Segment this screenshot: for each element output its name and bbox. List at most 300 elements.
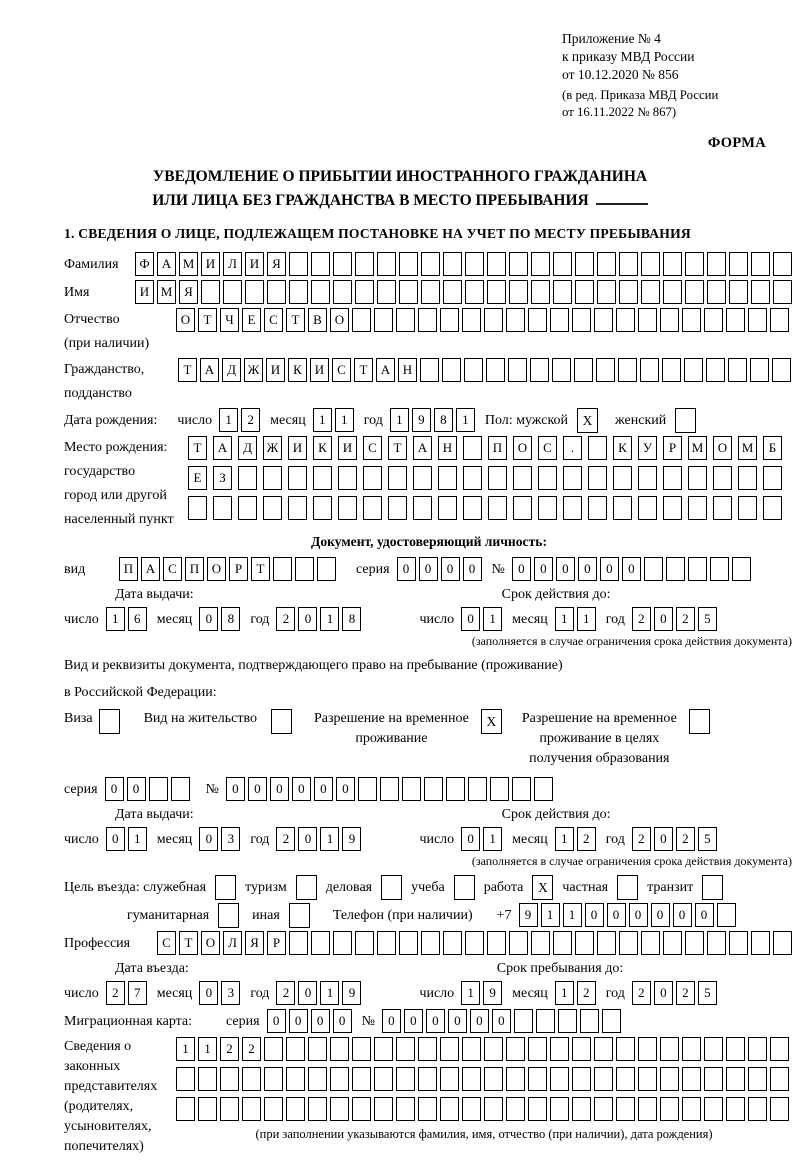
char-cell[interactable] — [588, 436, 607, 460]
char-cell[interactable]: 5 — [698, 607, 717, 631]
char-cell[interactable]: 0 — [289, 1009, 308, 1033]
char-cell[interactable]: 1 — [456, 408, 475, 432]
purpose-tourism-checkbox[interactable] — [296, 875, 317, 900]
char-cell[interactable] — [440, 1067, 459, 1091]
char-cell[interactable] — [597, 280, 616, 304]
char-cell[interactable]: К — [313, 436, 332, 460]
char-cell[interactable] — [572, 1037, 591, 1061]
char-cell[interactable] — [377, 280, 396, 304]
char-cell[interactable] — [352, 1097, 371, 1121]
purpose-humanitarian-checkbox[interactable] — [218, 903, 239, 928]
char-cell[interactable] — [484, 1067, 503, 1091]
char-cell[interactable] — [421, 252, 440, 276]
char-cell[interactable]: 1 — [541, 903, 560, 927]
char-cell[interactable] — [402, 777, 421, 801]
char-cell[interactable]: 0 — [673, 903, 692, 927]
residence-permit-checkbox[interactable] — [271, 709, 292, 734]
char-cell[interactable] — [374, 1037, 393, 1061]
char-cell[interactable]: Я — [267, 252, 286, 276]
char-cell[interactable]: 1 — [313, 408, 332, 432]
visa-checkbox[interactable] — [99, 709, 120, 734]
char-cell[interactable]: 7 — [128, 981, 147, 1005]
char-cell[interactable] — [509, 280, 528, 304]
char-cell[interactable]: 0 — [651, 903, 670, 927]
char-cell[interactable] — [729, 252, 748, 276]
char-cell[interactable]: 0 — [127, 777, 146, 801]
char-cell[interactable] — [597, 931, 616, 955]
char-cell[interactable] — [641, 280, 660, 304]
char-cell[interactable]: И — [338, 436, 357, 460]
char-cell[interactable] — [638, 1037, 657, 1061]
char-cell[interactable] — [446, 777, 465, 801]
char-cell[interactable]: И — [245, 252, 264, 276]
char-cell[interactable] — [463, 496, 482, 520]
char-cell[interactable] — [528, 1097, 547, 1121]
char-cell[interactable]: Ж — [263, 436, 282, 460]
char-cell[interactable] — [396, 1067, 415, 1091]
char-cell[interactable] — [726, 1097, 745, 1121]
char-cell[interactable] — [616, 1067, 635, 1091]
char-cell[interactable]: . — [563, 436, 582, 460]
char-cell[interactable] — [713, 496, 732, 520]
char-cell[interactable] — [770, 308, 789, 332]
char-cell[interactable] — [512, 777, 531, 801]
char-cell[interactable] — [358, 777, 377, 801]
char-cell[interactable]: 0 — [426, 1009, 445, 1033]
char-cell[interactable] — [286, 1037, 305, 1061]
char-cell[interactable] — [484, 1097, 503, 1121]
char-cell[interactable] — [770, 1067, 789, 1091]
char-cell[interactable] — [575, 252, 594, 276]
char-cell[interactable] — [484, 1037, 503, 1061]
char-cell[interactable] — [558, 1009, 577, 1033]
char-cell[interactable] — [424, 777, 443, 801]
char-cell[interactable] — [596, 358, 615, 382]
char-cell[interactable]: 0 — [106, 827, 125, 851]
char-cell[interactable] — [619, 280, 638, 304]
char-cell[interactable] — [465, 931, 484, 955]
char-cell[interactable] — [213, 496, 232, 520]
char-cell[interactable] — [663, 252, 682, 276]
char-cell[interactable] — [388, 466, 407, 490]
char-cell[interactable]: 9 — [342, 981, 361, 1005]
char-cell[interactable] — [295, 557, 314, 581]
char-cell[interactable]: Ч — [220, 308, 239, 332]
char-cell[interactable]: О — [201, 931, 220, 955]
char-cell[interactable]: 2 — [632, 827, 651, 851]
char-cell[interactable] — [313, 466, 332, 490]
char-cell[interactable] — [663, 931, 682, 955]
char-cell[interactable] — [438, 496, 457, 520]
char-cell[interactable] — [223, 280, 242, 304]
char-cell[interactable] — [538, 466, 557, 490]
char-cell[interactable] — [729, 280, 748, 304]
char-cell[interactable] — [748, 1037, 767, 1061]
char-cell[interactable] — [641, 252, 660, 276]
char-cell[interactable]: 8 — [434, 408, 453, 432]
char-cell[interactable] — [463, 466, 482, 490]
char-cell[interactable] — [597, 252, 616, 276]
char-cell[interactable] — [528, 1037, 547, 1061]
char-cell[interactable]: 2 — [676, 827, 695, 851]
char-cell[interactable] — [550, 308, 569, 332]
char-cell[interactable]: М — [688, 436, 707, 460]
char-cell[interactable]: 2 — [106, 981, 125, 1005]
char-cell[interactable] — [638, 496, 657, 520]
char-cell[interactable]: 6 — [128, 607, 147, 631]
char-cell[interactable] — [333, 280, 352, 304]
char-cell[interactable] — [188, 496, 207, 520]
char-cell[interactable] — [288, 466, 307, 490]
char-cell[interactable] — [682, 1037, 701, 1061]
char-cell[interactable]: 0 — [248, 777, 267, 801]
char-cell[interactable]: Ж — [244, 358, 263, 382]
char-cell[interactable] — [594, 308, 613, 332]
char-cell[interactable] — [619, 252, 638, 276]
char-cell[interactable] — [355, 931, 374, 955]
char-cell[interactable] — [220, 1067, 239, 1091]
char-cell[interactable] — [289, 252, 308, 276]
char-cell[interactable] — [638, 1067, 657, 1091]
char-cell[interactable]: 0 — [267, 1009, 286, 1033]
char-cell[interactable]: С — [332, 358, 351, 382]
char-cell[interactable]: 0 — [600, 557, 619, 581]
char-cell[interactable] — [330, 1067, 349, 1091]
char-cell[interactable] — [330, 1097, 349, 1121]
char-cell[interactable] — [396, 1037, 415, 1061]
char-cell[interactable] — [352, 308, 371, 332]
char-cell[interactable] — [572, 308, 591, 332]
char-cell[interactable] — [484, 308, 503, 332]
char-cell[interactable] — [273, 557, 292, 581]
char-cell[interactable]: Т — [388, 436, 407, 460]
char-cell[interactable] — [640, 358, 659, 382]
char-cell[interactable] — [399, 252, 418, 276]
char-cell[interactable]: 0 — [298, 981, 317, 1005]
char-cell[interactable] — [685, 931, 704, 955]
char-cell[interactable]: 1 — [483, 827, 502, 851]
char-cell[interactable] — [594, 1037, 613, 1061]
purpose-official-checkbox[interactable] — [215, 875, 236, 900]
char-cell[interactable] — [399, 280, 418, 304]
char-cell[interactable]: 0 — [199, 607, 218, 631]
char-cell[interactable] — [355, 252, 374, 276]
char-cell[interactable] — [238, 496, 257, 520]
char-cell[interactable] — [707, 931, 726, 955]
char-cell[interactable] — [513, 466, 532, 490]
char-cell[interactable] — [773, 252, 792, 276]
char-cell[interactable]: 0 — [298, 827, 317, 851]
char-cell[interactable]: И — [310, 358, 329, 382]
char-cell[interactable] — [704, 1097, 723, 1121]
char-cell[interactable] — [550, 1067, 569, 1091]
char-cell[interactable] — [355, 280, 374, 304]
char-cell[interactable] — [374, 308, 393, 332]
char-cell[interactable] — [707, 252, 726, 276]
char-cell[interactable] — [538, 496, 557, 520]
char-cell[interactable] — [421, 931, 440, 955]
char-cell[interactable]: 8 — [342, 607, 361, 631]
char-cell[interactable]: Я — [245, 931, 264, 955]
char-cell[interactable]: 0 — [311, 1009, 330, 1033]
char-cell[interactable] — [550, 1037, 569, 1061]
char-cell[interactable] — [443, 280, 462, 304]
char-cell[interactable]: 0 — [585, 903, 604, 927]
char-cell[interactable] — [660, 1097, 679, 1121]
char-cell[interactable]: 0 — [463, 557, 482, 581]
char-cell[interactable]: 0 — [382, 1009, 401, 1033]
char-cell[interactable] — [726, 308, 745, 332]
char-cell[interactable] — [563, 466, 582, 490]
char-cell[interactable] — [352, 1067, 371, 1091]
char-cell[interactable]: 2 — [676, 607, 695, 631]
char-cell[interactable] — [264, 1067, 283, 1091]
char-cell[interactable] — [514, 1009, 533, 1033]
char-cell[interactable]: 0 — [654, 607, 673, 631]
char-cell[interactable] — [688, 466, 707, 490]
char-cell[interactable] — [374, 1067, 393, 1091]
char-cell[interactable]: Л — [223, 931, 242, 955]
char-cell[interactable] — [380, 777, 399, 801]
char-cell[interactable] — [713, 466, 732, 490]
char-cell[interactable]: 0 — [199, 981, 218, 1005]
char-cell[interactable] — [616, 308, 635, 332]
char-cell[interactable] — [531, 931, 550, 955]
char-cell[interactable]: А — [141, 557, 160, 581]
char-cell[interactable]: 1 — [128, 827, 147, 851]
char-cell[interactable] — [594, 1067, 613, 1091]
char-cell[interactable] — [363, 496, 382, 520]
char-cell[interactable] — [534, 777, 553, 801]
char-cell[interactable] — [750, 358, 769, 382]
char-cell[interactable]: 5 — [698, 827, 717, 851]
char-cell[interactable] — [726, 1037, 745, 1061]
char-cell[interactable]: А — [413, 436, 432, 460]
char-cell[interactable]: 0 — [419, 557, 438, 581]
char-cell[interactable] — [289, 931, 308, 955]
char-cell[interactable] — [682, 308, 701, 332]
char-cell[interactable] — [201, 280, 220, 304]
char-cell[interactable] — [644, 557, 663, 581]
char-cell[interactable]: 0 — [336, 777, 355, 801]
char-cell[interactable] — [463, 436, 482, 460]
char-cell[interactable]: 0 — [534, 557, 553, 581]
char-cell[interactable] — [418, 308, 437, 332]
char-cell[interactable]: 0 — [607, 903, 626, 927]
char-cell[interactable] — [575, 931, 594, 955]
char-cell[interactable] — [487, 931, 506, 955]
char-cell[interactable] — [528, 1067, 547, 1091]
char-cell[interactable] — [443, 252, 462, 276]
char-cell[interactable]: 1 — [176, 1037, 195, 1061]
char-cell[interactable] — [763, 496, 782, 520]
char-cell[interactable] — [438, 466, 457, 490]
char-cell[interactable] — [288, 496, 307, 520]
char-cell[interactable] — [242, 1097, 261, 1121]
char-cell[interactable] — [267, 280, 286, 304]
purpose-business-checkbox[interactable] — [381, 875, 402, 900]
char-cell[interactable]: О — [513, 436, 532, 460]
char-cell[interactable] — [613, 466, 632, 490]
char-cell[interactable]: 2 — [220, 1037, 239, 1061]
char-cell[interactable] — [530, 358, 549, 382]
char-cell[interactable] — [588, 496, 607, 520]
char-cell[interactable] — [728, 358, 747, 382]
char-cell[interactable] — [602, 1009, 621, 1033]
char-cell[interactable] — [751, 280, 770, 304]
char-cell[interactable] — [462, 1067, 481, 1091]
char-cell[interactable] — [220, 1097, 239, 1121]
char-cell[interactable]: Я — [179, 280, 198, 304]
char-cell[interactable]: В — [308, 308, 327, 332]
char-cell[interactable] — [616, 1097, 635, 1121]
char-cell[interactable] — [487, 280, 506, 304]
char-cell[interactable] — [773, 931, 792, 955]
char-cell[interactable]: Е — [242, 308, 261, 332]
char-cell[interactable]: 1 — [106, 607, 125, 631]
char-cell[interactable]: Т — [198, 308, 217, 332]
char-cell[interactable] — [418, 1037, 437, 1061]
char-cell[interactable] — [377, 252, 396, 276]
char-cell[interactable] — [488, 466, 507, 490]
char-cell[interactable] — [176, 1067, 195, 1091]
char-cell[interactable] — [506, 1097, 525, 1121]
char-cell[interactable]: 1 — [555, 607, 574, 631]
char-cell[interactable] — [580, 1009, 599, 1033]
char-cell[interactable] — [748, 1097, 767, 1121]
char-cell[interactable]: 0 — [622, 557, 641, 581]
char-cell[interactable] — [707, 280, 726, 304]
char-cell[interactable] — [662, 358, 681, 382]
purpose-work-checkbox[interactable]: X — [532, 875, 553, 900]
char-cell[interactable] — [531, 280, 550, 304]
char-cell[interactable]: О — [207, 557, 226, 581]
char-cell[interactable]: Р — [267, 931, 286, 955]
char-cell[interactable]: 3 — [221, 827, 240, 851]
char-cell[interactable] — [660, 1067, 679, 1091]
char-cell[interactable] — [420, 358, 439, 382]
char-cell[interactable]: 0 — [654, 981, 673, 1005]
char-cell[interactable]: 0 — [470, 1009, 489, 1033]
char-cell[interactable]: И — [266, 358, 285, 382]
char-cell[interactable]: Д — [238, 436, 257, 460]
char-cell[interactable]: О — [176, 308, 195, 332]
char-cell[interactable] — [374, 1097, 393, 1121]
char-cell[interactable] — [442, 358, 461, 382]
male-checkbox[interactable]: X — [577, 408, 598, 433]
char-cell[interactable] — [717, 903, 736, 927]
char-cell[interactable]: 0 — [654, 827, 673, 851]
char-cell[interactable] — [588, 466, 607, 490]
char-cell[interactable] — [149, 777, 168, 801]
char-cell[interactable] — [377, 931, 396, 955]
char-cell[interactable] — [572, 1067, 591, 1091]
char-cell[interactable]: А — [157, 252, 176, 276]
char-cell[interactable]: 1 — [555, 981, 574, 1005]
char-cell[interactable] — [286, 1097, 305, 1121]
char-cell[interactable] — [748, 1067, 767, 1091]
char-cell[interactable] — [286, 1067, 305, 1091]
char-cell[interactable] — [773, 280, 792, 304]
char-cell[interactable] — [685, 252, 704, 276]
char-cell[interactable]: Т — [354, 358, 373, 382]
char-cell[interactable] — [710, 557, 729, 581]
char-cell[interactable] — [553, 252, 572, 276]
char-cell[interactable]: П — [119, 557, 138, 581]
char-cell[interactable] — [638, 308, 657, 332]
char-cell[interactable] — [594, 1097, 613, 1121]
char-cell[interactable] — [176, 1097, 195, 1121]
char-cell[interactable] — [509, 252, 528, 276]
char-cell[interactable] — [572, 1097, 591, 1121]
char-cell[interactable] — [263, 496, 282, 520]
char-cell[interactable] — [490, 777, 509, 801]
char-cell[interactable] — [263, 466, 282, 490]
char-cell[interactable]: О — [713, 436, 732, 460]
char-cell[interactable]: 1 — [563, 903, 582, 927]
char-cell[interactable] — [563, 496, 582, 520]
purpose-private-checkbox[interactable] — [617, 875, 638, 900]
char-cell[interactable] — [685, 280, 704, 304]
char-cell[interactable]: И — [201, 252, 220, 276]
char-cell[interactable]: 2 — [276, 607, 295, 631]
temp-residence-edu-checkbox[interactable] — [689, 709, 710, 734]
char-cell[interactable] — [751, 252, 770, 276]
char-cell[interactable] — [553, 931, 572, 955]
char-cell[interactable] — [352, 1037, 371, 1061]
char-cell[interactable] — [440, 1037, 459, 1061]
char-cell[interactable]: 2 — [241, 408, 260, 432]
char-cell[interactable] — [663, 280, 682, 304]
char-cell[interactable] — [338, 496, 357, 520]
char-cell[interactable]: М — [157, 280, 176, 304]
char-cell[interactable]: Р — [229, 557, 248, 581]
temp-residence-checkbox[interactable]: X — [481, 709, 502, 734]
char-cell[interactable] — [638, 466, 657, 490]
char-cell[interactable] — [513, 496, 532, 520]
char-cell[interactable] — [613, 496, 632, 520]
char-cell[interactable] — [660, 1037, 679, 1061]
char-cell[interactable]: 0 — [578, 557, 597, 581]
char-cell[interactable] — [508, 358, 527, 382]
char-cell[interactable] — [396, 1097, 415, 1121]
char-cell[interactable] — [770, 1097, 789, 1121]
char-cell[interactable]: 0 — [629, 903, 648, 927]
char-cell[interactable] — [443, 931, 462, 955]
char-cell[interactable] — [688, 557, 707, 581]
char-cell[interactable]: 2 — [577, 981, 596, 1005]
char-cell[interactable] — [396, 308, 415, 332]
char-cell[interactable] — [552, 358, 571, 382]
char-cell[interactable] — [198, 1067, 217, 1091]
char-cell[interactable] — [641, 931, 660, 955]
char-cell[interactable]: К — [613, 436, 632, 460]
char-cell[interactable]: 1 — [461, 981, 480, 1005]
purpose-transit-checkbox[interactable] — [702, 875, 723, 900]
char-cell[interactable] — [738, 466, 757, 490]
char-cell[interactable] — [308, 1037, 327, 1061]
char-cell[interactable] — [311, 280, 330, 304]
char-cell[interactable]: 0 — [448, 1009, 467, 1033]
char-cell[interactable]: 0 — [226, 777, 245, 801]
char-cell[interactable]: 0 — [292, 777, 311, 801]
char-cell[interactable]: Т — [178, 358, 197, 382]
char-cell[interactable]: 0 — [441, 557, 460, 581]
char-cell[interactable] — [333, 252, 352, 276]
char-cell[interactable] — [688, 496, 707, 520]
char-cell[interactable]: 0 — [404, 1009, 423, 1033]
char-cell[interactable] — [488, 496, 507, 520]
